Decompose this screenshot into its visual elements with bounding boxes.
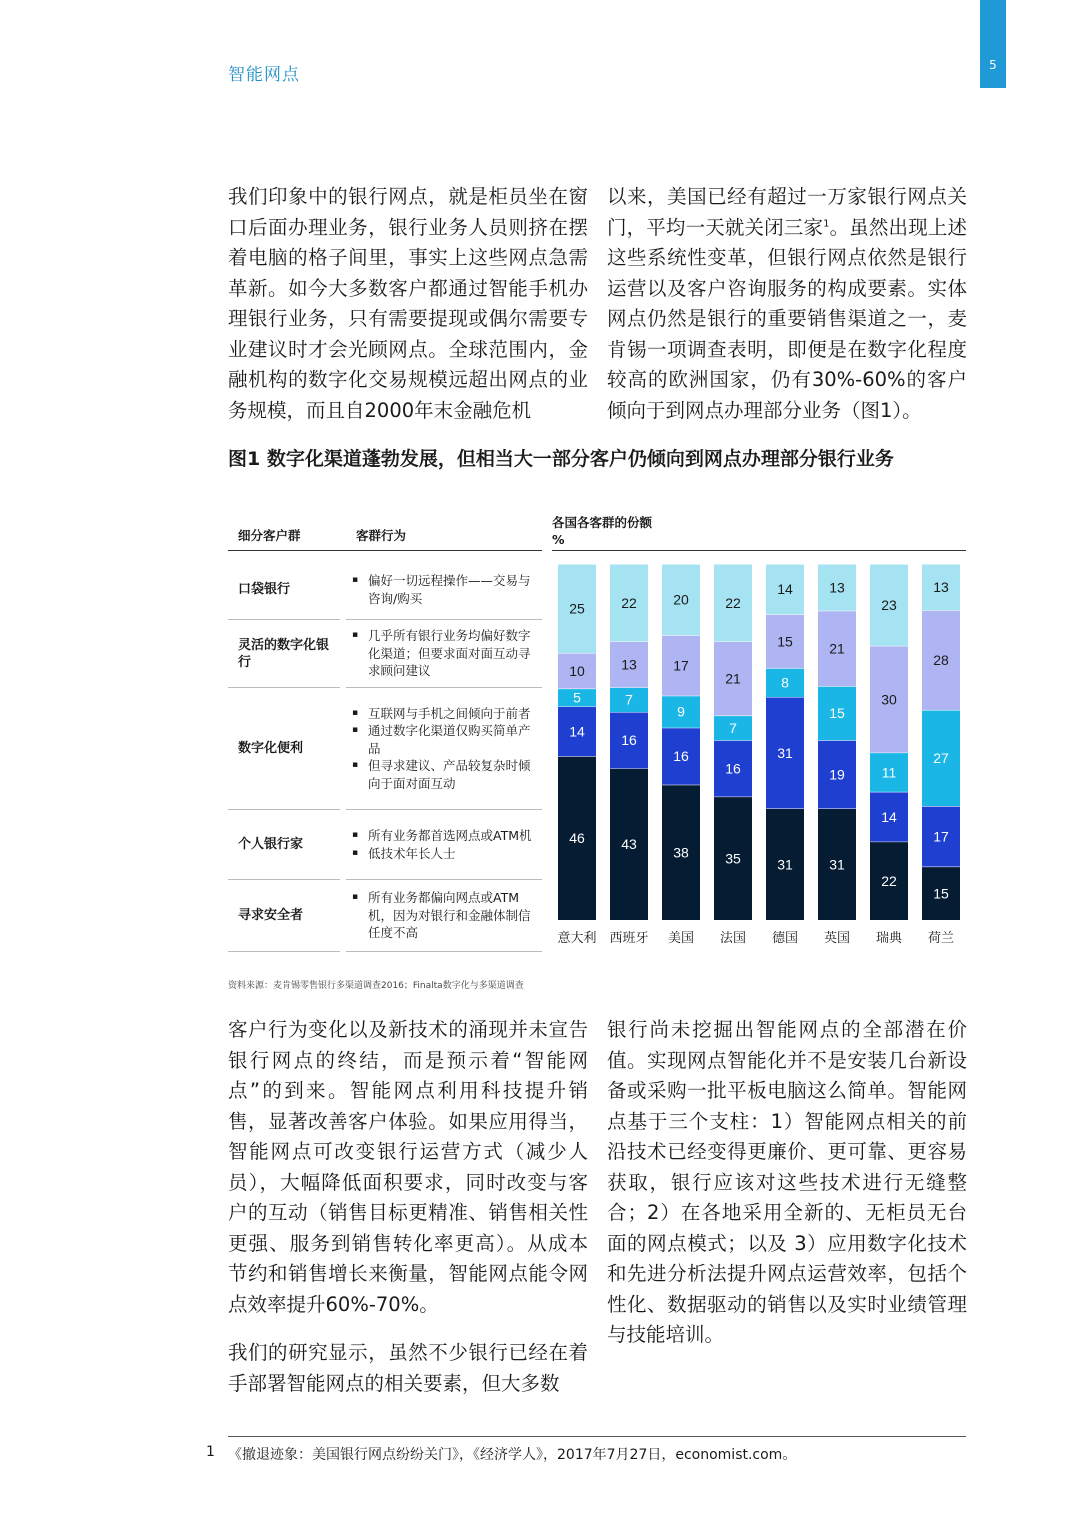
segment-name: 个人银行家	[228, 810, 340, 880]
data-label: 13	[933, 579, 949, 596]
data-label: 19	[829, 766, 845, 783]
segment-row	[228, 620, 542, 688]
behavior-bullet: ▪ 低技术年长人士	[346, 845, 542, 863]
segment-name: 寻求安全者	[228, 880, 340, 952]
chart-title-text: 各国各客群的份额	[552, 515, 653, 530]
footnote-ref: 1	[823, 218, 830, 229]
data-label: 13	[621, 656, 637, 673]
figure-source: 资料来源：麦肯锡零售银行多渠道调查2016；Finalta数字化与多渠道调查	[228, 981, 524, 991]
data-label: 17	[673, 657, 689, 674]
body-left-column	[228, 1015, 588, 1417]
segment-behaviors	[346, 810, 542, 880]
segment-behaviors	[346, 688, 542, 810]
data-label: 22	[725, 594, 741, 611]
category-label: 德国	[771, 931, 799, 946]
intro-left-column	[228, 182, 588, 444]
segment-behaviors	[346, 880, 542, 952]
data-label: 16	[621, 732, 637, 749]
data-label: 11	[881, 764, 897, 781]
category-label: 荷兰	[927, 931, 955, 946]
data-label: 23	[881, 596, 897, 613]
body-right-paragraph: 银行尚未挖掘出智能网点的全部潜在价值。实现网点智能化并不是安装几台新设备或采购一批平板电脑这么简单。智能网点基于三个支柱：1）智能网点相关的前沿技术已经变得更廉价、更可靠、更容易获取，银行应该对这些技术进行无缝整合；2）在各地采用全新的、无柜员无台面的网点模式；以及 3）应用数字化技术和先进分析法提升网点运营效率，包括个性化、数据驱动的销售以及实时业绩管理与技能培训。	[607, 1018, 967, 1346]
category-label: 美国	[667, 931, 695, 946]
data-label: 25	[569, 600, 585, 617]
behavior-column-header: 客群行为	[356, 528, 407, 543]
data-label: 9	[677, 703, 685, 720]
data-label: 31	[829, 856, 845, 873]
data-label: 43	[621, 836, 637, 853]
data-label: 10	[569, 662, 585, 679]
data-label: 14	[881, 808, 897, 825]
segment-name: 口袋银行	[228, 560, 340, 620]
behavior-bullet: ▪ 几乎所有银行业务均偏好数字化渠道；但要求面对面互动寻求顾问建议	[346, 627, 542, 680]
data-label: 35	[725, 850, 741, 867]
data-label: 16	[725, 760, 741, 777]
running-header: 智能网点	[228, 65, 300, 85]
chart-title	[552, 514, 652, 548]
category-label: 瑞典	[875, 931, 903, 946]
intro-right-column	[607, 182, 967, 444]
body-left-paragraph-1: 客户行为变化以及新技术的涌现并未宣告银行网点的终结，而是预示着“智能网点”的到来。智能网点利用科技提升销售，显著改善客户体验。如果应用得当，智能网点可改变银行运营方式（减少人员），大幅降低面积要求，同时改变与客户的互动（销售目标更精准、销售相关性更强、服务到销售转化率更高）。从成本节约和销售增长来衡量，智能网点能令网点效率提升60%-70%。	[228, 1018, 588, 1316]
behavior-bullet: ▪ 所有业务都偏向网点或ATM机，因为对银行和金融体制信任度不高	[346, 889, 542, 942]
page-number: 5	[989, 58, 997, 72]
footnote-number: 1	[206, 1444, 215, 1460]
segment-name: 数字化便利	[228, 688, 340, 810]
data-label: 21	[725, 670, 741, 687]
segment-table	[228, 520, 542, 941]
data-label: 15	[829, 705, 845, 722]
data-label: 20	[673, 591, 689, 608]
category-label: 意大利	[557, 931, 597, 946]
body-right-column	[607, 1015, 967, 1369]
segment-row	[228, 688, 542, 810]
data-label: 8	[781, 674, 789, 691]
data-label: 15	[933, 885, 949, 902]
segment-column-header: 细分客户群	[238, 528, 301, 543]
intro-right-text-b: 。虽然出现上述这些系统性变革，但银行网点依然是银行运营以及客户咨询服务的构成要素。实体网点仍然是银行的重要销售渠道之一，麦肯锡一项调查表明，即便是在数字化程度较高的欧洲国家，仍有30%-60%的客户倾向于到网点办理部分业务（图1）。	[607, 215, 967, 422]
segment-name: 灵活的数字化银行	[228, 620, 340, 688]
chart-top-rule	[552, 550, 966, 551]
data-label: 5	[573, 689, 581, 706]
page-number-tab	[980, 0, 1006, 88]
category-label: 英国	[823, 931, 851, 946]
figure-title: 图1 数字化渠道蓬勃发展，但相当大一部分客户仍倾向到网点办理部分银行业务	[228, 448, 894, 470]
data-label: 46	[569, 830, 585, 847]
data-label: 22	[881, 872, 897, 889]
chart-unit-label: %	[552, 532, 565, 547]
data-label: 31	[777, 744, 793, 761]
behavior-bullet: ▪ 但寻求建议、产品较复杂时倾向于面对面互动	[346, 757, 542, 792]
data-label: 14	[569, 723, 585, 740]
segment-table-header	[228, 520, 542, 551]
data-label: 21	[829, 640, 845, 657]
data-label: 7	[729, 719, 737, 736]
behavior-bullet: ▪ 所有业务都首选网点或ATM机	[346, 827, 542, 845]
category-label: 法国	[719, 931, 747, 946]
segment-behaviors	[346, 560, 542, 620]
stacked-bar-chart	[552, 560, 966, 952]
data-label: 30	[881, 691, 897, 708]
data-label: 15	[777, 633, 793, 650]
footnote-text: 《撤退迹象：美国银行网点纷纷关门》，《经济学人》，2017年7月27日，economist.com。	[228, 1447, 797, 1463]
behavior-bullet: ▪ 通过数字化渠道仅购买简单产品	[346, 722, 542, 757]
data-label: 16	[673, 748, 689, 765]
data-label: 7	[625, 691, 633, 708]
body-left-paragraph-2: 我们的研究显示，虽然不少银行已经在着手部署智能网点的相关要素，但大多数	[228, 1341, 588, 1395]
data-label: 14	[777, 581, 793, 598]
data-label: 28	[933, 652, 949, 669]
data-label: 17	[933, 828, 949, 845]
data-label: 31	[777, 856, 793, 873]
footnote-rule	[228, 1436, 966, 1437]
data-label: 22	[621, 594, 637, 611]
data-label: 38	[673, 844, 689, 861]
data-label: 27	[933, 750, 949, 767]
data-label: 13	[829, 579, 845, 596]
intro-left-paragraph: 我们印象中的银行网点，就是柜员坐在窗口后面办理业务，银行业务人员则挤在摆着电脑的格子间里，事实上这些网点急需革新。如今大多数客户都通过智能手机办理银行业务，只有需要提现或偶尔需要专业建议时才会光顾网点。全球范围内，金融机构的数字化交易规模远超出网点的业务规模，而且自2000年末金融危机	[228, 185, 588, 422]
segment-behaviors	[346, 620, 542, 688]
segment-row	[228, 810, 542, 880]
behavior-bullet: ▪ 互联网与手机之间倾向于前者	[346, 705, 542, 723]
segment-row	[228, 880, 542, 952]
segment-row	[228, 560, 542, 620]
behavior-bullet: ▪ 偏好一切远程操作——交易与咨询/购买	[346, 572, 542, 607]
intro-right-text-a: 以来，美国已经有超过一万家银行网点关门，平均一天就关闭三家	[607, 185, 967, 239]
intro-right-paragraph	[607, 182, 967, 426]
category-label: 西班牙	[609, 931, 649, 946]
